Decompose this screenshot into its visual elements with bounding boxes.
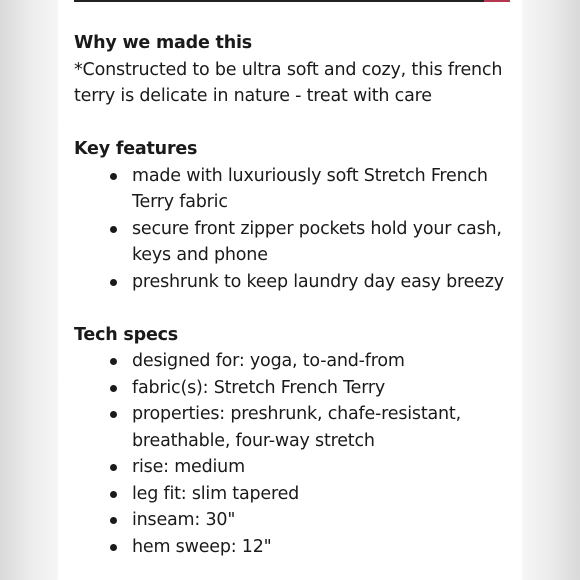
section-spacer (74, 295, 514, 322)
bullet-icon (110, 385, 117, 392)
bullet-icon (110, 279, 117, 286)
key-features-list (74, 163, 514, 296)
tech-specs-heading: Tech specs (74, 324, 179, 345)
key-feature-text: secure front zipper pockets hold your cash, keys and phone (132, 218, 502, 265)
product-description-card (58, 0, 522, 580)
tech-specs-list (74, 348, 514, 560)
why-text: *Constructed to be ultra soft and cozy, this french terry is delicate in nature - treat with care (74, 59, 503, 106)
tech-spec-text: hem sweep: 12" (132, 536, 272, 557)
bullet-icon (110, 544, 117, 551)
list-item (74, 534, 514, 561)
bullet-icon (110, 358, 117, 365)
bullet-icon (110, 517, 117, 524)
bullet-icon (110, 464, 117, 471)
why-heading: Why we made this (74, 33, 252, 53)
section-spacer (74, 110, 514, 137)
list-item (74, 269, 514, 296)
bullet-icon (110, 411, 117, 418)
description-content (74, 30, 514, 560)
tech-spec-text: rise: medium (132, 457, 245, 477)
list-item (74, 454, 514, 481)
key-features-heading: Key features (74, 139, 198, 159)
tech-spec-text: inseam: 30" (132, 510, 236, 530)
bullet-icon (110, 226, 117, 233)
tech-spec-text: properties: preshrunk, chafe-resistant, breathable, four-way stretch (132, 404, 461, 451)
key-feature-text: preshrunk to keep laundry day easy breezy (132, 271, 504, 292)
key-feature-text: made with luxuriously soft Stretch French Terry fabric (132, 165, 488, 212)
bullet-icon (110, 491, 117, 498)
list-item (74, 481, 514, 508)
top-divider-accent (484, 0, 510, 2)
list-item (74, 216, 514, 269)
list-item (74, 401, 514, 454)
bullet-icon (110, 173, 117, 180)
list-item (74, 163, 514, 216)
list-item (74, 348, 514, 375)
list-item (74, 507, 514, 534)
list-item (74, 375, 514, 402)
tech-spec-text: designed for: yoga, to-and-from (132, 351, 405, 371)
tech-spec-text: leg fit: slim tapered (132, 483, 300, 504)
top-divider (74, 0, 510, 2)
tech-spec-text: fabric(s): Stretch French Terry (132, 377, 386, 398)
